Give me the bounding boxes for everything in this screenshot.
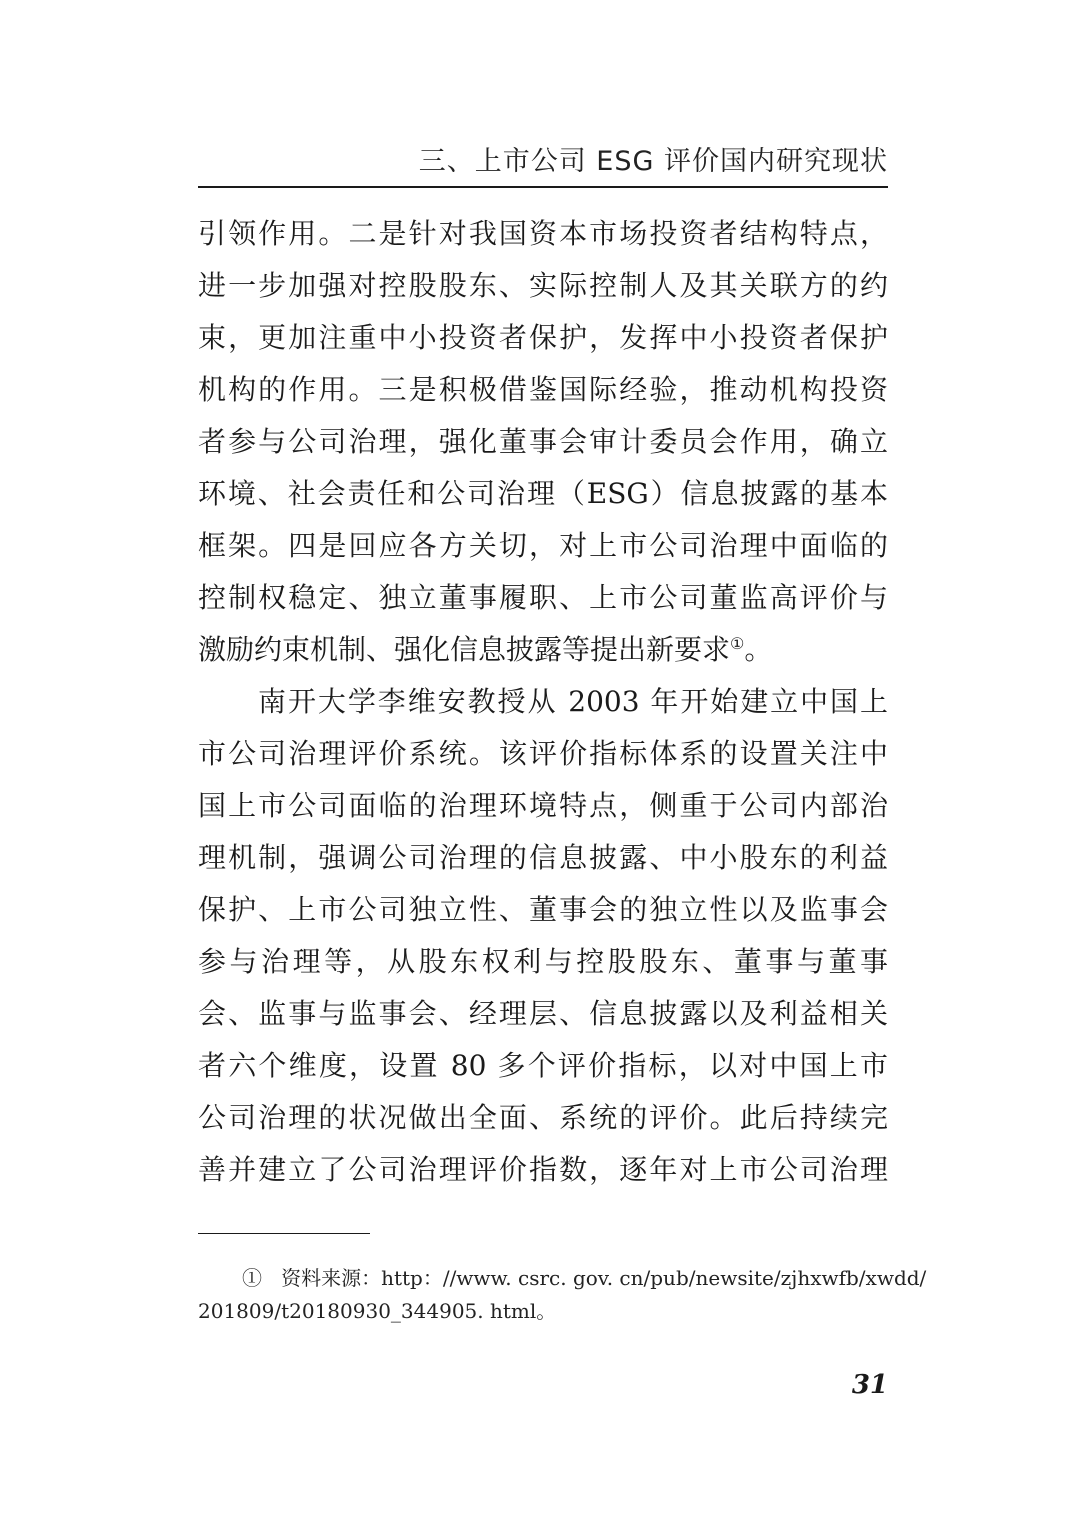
body-line: 国上市公司面临的治理环境特点，侧重于公司内部治: [198, 789, 888, 822]
body-line: 会、监事与监事会、经理层、信息披露以及利益相关: [198, 997, 888, 1030]
body-line: 善并建立了公司治理评价指数，逐年对上市公司治理: [198, 1153, 888, 1186]
body-line: 控制权稳定、独立董事履职、上市公司董监高评价与: [198, 581, 888, 614]
footnote-marker: ①: [242, 1266, 262, 1290]
body-line: 束，更加注重中小投资者保护，发挥中小投资者保护: [198, 321, 888, 354]
body-text: [198, 208, 888, 1196]
body-line: 进一步加强对控股股东、实际控制人及其关联方的约: [198, 269, 888, 302]
body-line-paragraph-start: 南开大学李维安教授从 2003 年开始建立中国上: [258, 685, 888, 718]
body-line: 者参与公司治理，强化董事会审计委员会作用，确立: [198, 425, 888, 458]
body-line: 市公司治理评价系统。该评价指标体系的设置关注中: [198, 737, 888, 770]
body-line: 环境、社会责任和公司治理（ESG）信息披露的基本: [198, 477, 888, 510]
footnote-reference[interactable]: ①: [730, 634, 745, 653]
body-line-tail: 。: [744, 633, 773, 666]
header-rule: [198, 186, 888, 188]
body-line: 引领作用。二是针对我国资本市场投资者结构特点，: [198, 217, 888, 250]
body-line: 框架。四是回应各方关切，对上市公司治理中面临的: [198, 529, 888, 562]
page-number: 31: [851, 1370, 888, 1400]
footnote-source-text[interactable]: 资料来源：http：//www. csrc. gov. cn/pub/newsite/zjhxwfb/xwdd/: [281, 1266, 927, 1290]
footnote-rule: [198, 1233, 370, 1234]
body-line: 保护、上市公司独立性、董事会的独立性以及监事会: [198, 893, 888, 926]
footnote-line-continued[interactable]: 201809/t20180930_344905. html。: [198, 1299, 557, 1323]
body-line: 理机制，强调公司治理的信息披露、中小股东的利益: [198, 841, 888, 874]
body-line: 者六个维度，设置 80 多个评价指标，以对中国上市: [198, 1049, 888, 1082]
body-line-text: 激励约束机制、强化信息披露等提出新要求: [198, 633, 731, 666]
footnote: [198, 1262, 927, 1328]
body-line: 参与治理等，从股东权利与控股股东、董事与董事: [198, 945, 888, 978]
footnote-line: [198, 1262, 927, 1295]
body-line: 公司治理的状况做出全面、系统的评价。此后持续完: [198, 1101, 888, 1134]
body-line-paragraph-end: [198, 624, 888, 676]
body-line: 机构的作用。三是积极借鉴国际经验，推动机构投资: [198, 373, 888, 406]
running-header: 三、上市公司 ESG 评价国内研究现状: [418, 146, 888, 177]
